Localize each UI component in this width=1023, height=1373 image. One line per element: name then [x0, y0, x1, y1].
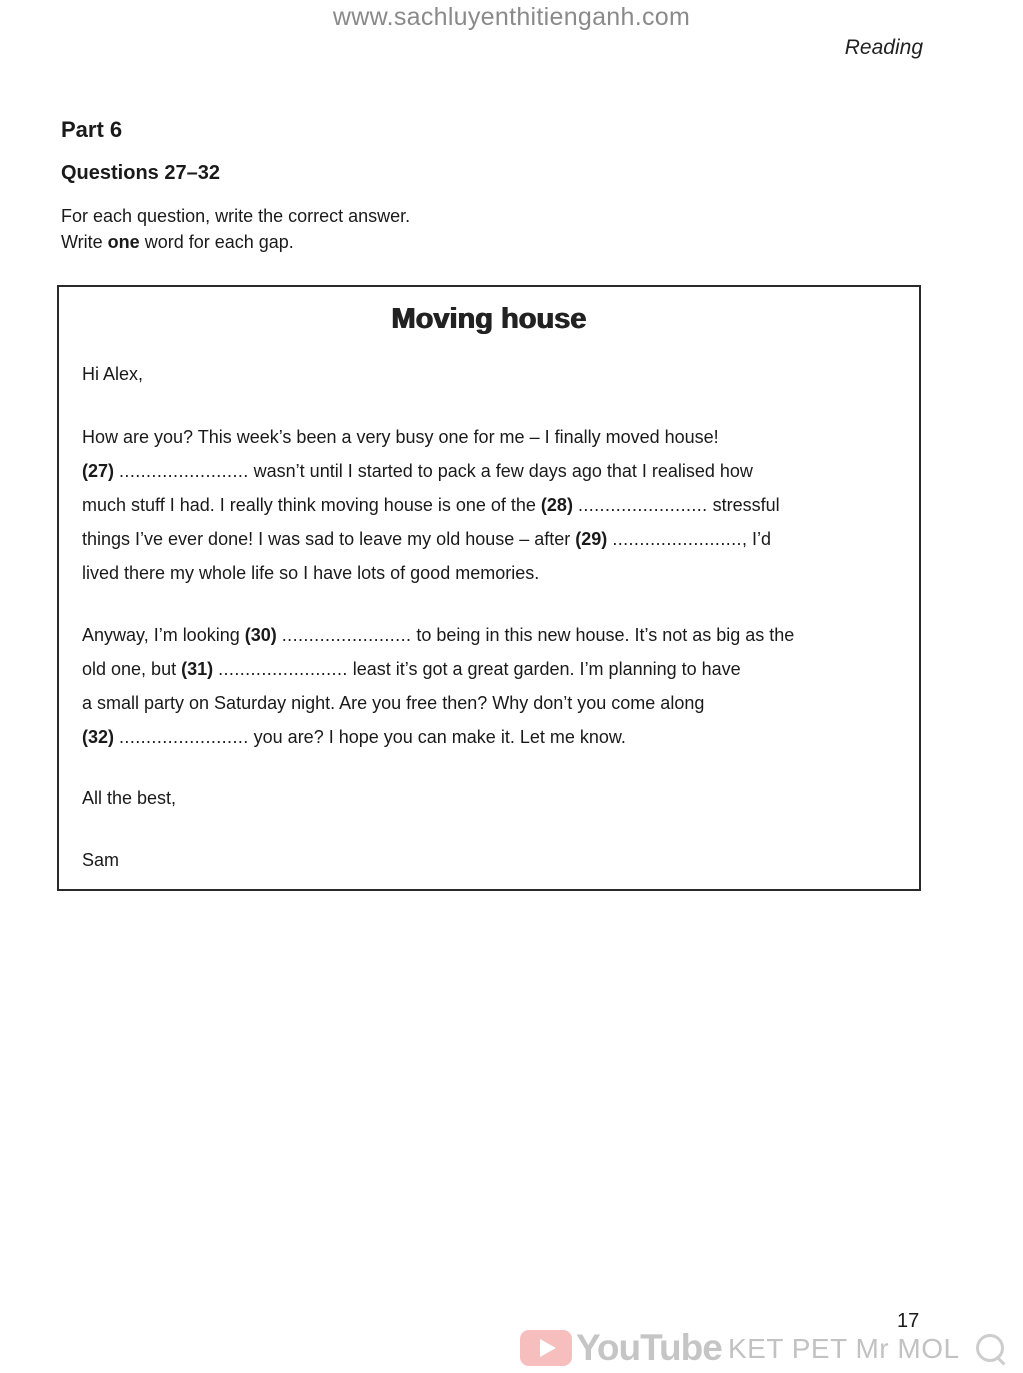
passage-text: old one, but: [82, 659, 182, 679]
page-number: 17: [897, 1310, 920, 1332]
greeting: Hi Alex,: [82, 364, 144, 384]
gap-number-28: (28): [540, 495, 573, 515]
gap-27-blank[interactable]: ........................: [119, 461, 249, 481]
questions-heading: Questions 27–32: [61, 162, 220, 184]
gap-number-29: (29): [575, 529, 608, 549]
gap-number-27: (27): [82, 461, 115, 481]
passage-text: much stuff I had. I really think moving house is one of the: [82, 495, 541, 515]
gap-number-32: (32): [82, 727, 115, 747]
passage-line: [82, 529, 771, 550]
gap-28-blank[interactable]: ........................: [577, 495, 708, 515]
passage-line: lived there my whole life so I have lots of good memories.: [82, 563, 540, 583]
signature: Sam: [82, 850, 120, 870]
passage-text: wasn’t until I started to pack a few days ago that I realised how: [248, 461, 753, 481]
closing: All the best,: [82, 788, 177, 808]
passage-text: things I’ve ever done! I was sad to leave my old house – after: [82, 529, 576, 549]
passage-line: [82, 727, 626, 748]
passage-line: How are you? This week’s been a very busy one for me – I finally moved house!: [82, 427, 719, 447]
gap-number-31: (31): [181, 659, 214, 679]
passage-title: Moving house: [391, 303, 587, 335]
watermark-url: www.sachluyenthitienganh.com: [332, 3, 691, 31]
instruction-text: word for each gap.: [139, 232, 294, 252]
part-heading: Part 6: [61, 117, 123, 142]
instruction-text: Write: [61, 232, 108, 252]
youtube-logo: [520, 1328, 722, 1368]
passage-text: to being in this new house. It’s not as big as the: [411, 625, 795, 645]
passage-line: [82, 659, 741, 680]
gap-31-blank[interactable]: ........................: [218, 659, 348, 679]
passage-line: [82, 495, 780, 516]
passage-line: [82, 625, 794, 646]
passage-text: least it’s got a great garden. I’m planning to have: [347, 659, 741, 679]
passage-box: [57, 285, 921, 891]
passage-text: you are? I hope you can make it. Let me know.: [248, 727, 626, 747]
section-label: Reading: [844, 36, 923, 59]
channel-name: KET PET Mr MOL: [728, 1333, 960, 1364]
youtube-wordmark: YouTube: [576, 1327, 722, 1368]
instructions: [61, 203, 410, 255]
instruction-line-2: [61, 229, 410, 255]
gap-29-blank[interactable]: ........................: [612, 529, 742, 549]
passage-text: , I’d: [741, 529, 771, 549]
gap-32-blank[interactable]: ........................: [119, 727, 249, 747]
play-icon: [520, 1330, 572, 1366]
passage-line: a small party on Saturday night. Are you free then? Why don’t you come along: [82, 693, 705, 713]
instruction-emphasis: one: [107, 232, 140, 252]
passage-text: stressful: [707, 495, 780, 515]
instruction-line-1: For each question, write the correct answer.: [61, 206, 411, 226]
search-icon: [976, 1334, 1004, 1362]
passage-text: Anyway, I’m looking: [82, 625, 245, 645]
gap-30-blank[interactable]: ........................: [281, 625, 412, 645]
gap-number-30: (30): [244, 625, 277, 645]
passage-line: [82, 461, 753, 482]
